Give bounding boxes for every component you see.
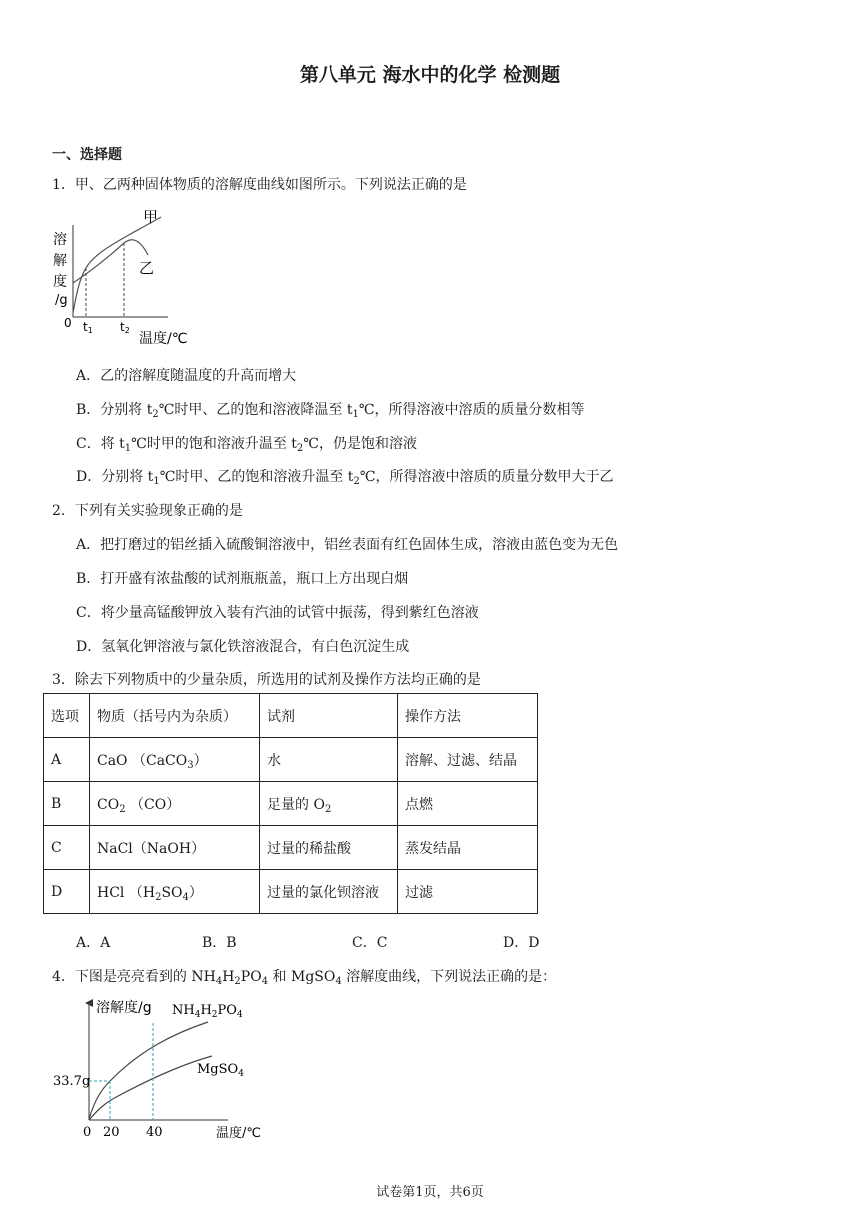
q2-stem: 2．下列有关实验现象正确的是 xyxy=(52,503,243,519)
q4-tick-40: 40 xyxy=(146,1125,163,1140)
q4-curve-nh4h2po4 xyxy=(89,1022,208,1119)
q2-option-a: A．把打磨过的铝丝插入硫酸铜溶液中，铝丝表面有红色固体生成，溶液由蓝色变为无色 xyxy=(76,537,619,553)
q2-option-c: C．将少量高锰酸钾放入装有汽油的试管中振荡，得到紫红色溶液 xyxy=(76,605,479,621)
table-row xyxy=(44,826,538,870)
table-cell: $CO_2$ （CO） xyxy=(90,782,260,826)
table-cell: 蒸发结晶 xyxy=(398,826,538,870)
q1-option-b: B．分别将 $t_2℃$时甲、乙的饱和溶液降温至 $t_1℃$，所得溶液中溶质的质量分数相等 xyxy=(76,402,585,420)
table-cell: C xyxy=(44,826,90,870)
q1-series-jia: 甲 xyxy=(143,208,159,226)
q1-solubility-figure xyxy=(50,205,200,350)
table-header-cell: 物质（括号内为杂质） xyxy=(90,694,260,738)
q1-series-yi: 乙 xyxy=(139,259,155,277)
table-header-cell: 选项 xyxy=(44,694,90,738)
q1-y-label-3: 度 xyxy=(53,274,67,290)
page-title: 第八单元 海水中的化学 检测题 xyxy=(299,64,561,86)
q3-choice-a: A．A xyxy=(76,935,111,951)
table-header-row xyxy=(44,694,538,738)
q4-origin: 0 xyxy=(83,1125,92,1140)
q3-choice-d: D．D xyxy=(503,935,540,951)
q4-tick-20: 20 xyxy=(103,1125,120,1140)
table-cell: B xyxy=(44,782,90,826)
q3-choice-c: C．C xyxy=(352,935,388,951)
q4-y-label: 溶解度/g xyxy=(96,1000,152,1016)
q4-x-label: 温度/℃ xyxy=(216,1126,261,1141)
table-cell: 点燃 xyxy=(398,782,538,826)
q1-x-label: 温度/℃ xyxy=(139,331,188,347)
q2-option-d: D．氢氧化钾溶液与氯化铁溶液混合，有白色沉淀生成 xyxy=(76,639,410,655)
q4-value-label: 33.7g xyxy=(53,1074,91,1089)
table-row xyxy=(44,870,538,914)
table-cell: 过量的稀盐酸 xyxy=(260,826,398,870)
table-header-cell: 操作方法 xyxy=(398,694,538,738)
q1-t2-label: t2 xyxy=(120,320,130,335)
q4-curve-mgso4 xyxy=(89,1056,212,1120)
q1-stem: 1．甲、乙两种固体物质的溶解度曲线如图所示。下列说法正确的是 xyxy=(52,177,467,193)
q3-stem: 3．除去下列物质中的少量杂质，所选用的试剂及操作方法均正确的是 xyxy=(52,672,481,688)
table-cell: 水 xyxy=(260,738,398,782)
table-cell: CaO （CaCO$_3$） xyxy=(90,738,260,782)
q3-table xyxy=(43,693,538,914)
table-cell: HCl $(H_2SO_4)$ xyxy=(90,870,260,914)
q1-t1-label: t1 xyxy=(83,320,93,335)
q1-option-c: C．将 $t_1℃$时甲的饱和溶液升温至 $t_2℃$，仍是饱和溶液 xyxy=(76,436,417,454)
q1-y-label-1: 溶 xyxy=(53,232,67,248)
q1-y-label-2: 解 xyxy=(53,253,67,269)
q4-solubility-figure xyxy=(50,995,280,1145)
table-cell: A xyxy=(44,738,90,782)
q1-origin: 0 xyxy=(64,316,72,330)
q2-option-b: B．打开盛有浓盐酸的试剂瓶瓶盖，瓶口上方出现白烟 xyxy=(76,571,409,587)
section-heading: 一、选择题 xyxy=(52,147,122,163)
table-row xyxy=(44,738,538,782)
q4-series-nh4h2po4: $NH_4H_2PO_4$ xyxy=(172,1003,243,1020)
page-footer: 试卷第1页，共6页 xyxy=(376,1185,484,1200)
q3-choice-b: B．B xyxy=(202,935,237,951)
table-cell: NaCl（NaOH） xyxy=(90,826,260,870)
table-row xyxy=(44,782,538,826)
table-cell: D xyxy=(44,870,90,914)
q1-option-a: A．乙的溶解度随温度的升高而增大 xyxy=(76,368,297,384)
table-cell: 过滤 xyxy=(398,870,538,914)
q1-y-label-4: /g xyxy=(55,293,68,308)
table-cell: 足量的 $O_2$ xyxy=(260,782,398,826)
q1-option-d: D．分别将 $t_1℃$时甲、乙的饱和溶液升温至 $t_2℃$，所得溶液中溶质的质量分数甲大于乙 xyxy=(76,469,614,487)
q3-choices xyxy=(76,932,576,952)
q4-series-mgso4: MgSO$_4$ xyxy=(197,1062,244,1079)
table-cell: 溶解、过滤、结晶 xyxy=(398,738,538,782)
table-cell: 过量的氯化钡溶液 xyxy=(260,870,398,914)
q4-stem: 4．下图是亮亮看到的 $NH_4H_2PO_4$ 和 MgSO$_4$ 溶解度曲线，下列说法正确的是： xyxy=(52,969,557,987)
table-header-cell: 试剂 xyxy=(260,694,398,738)
